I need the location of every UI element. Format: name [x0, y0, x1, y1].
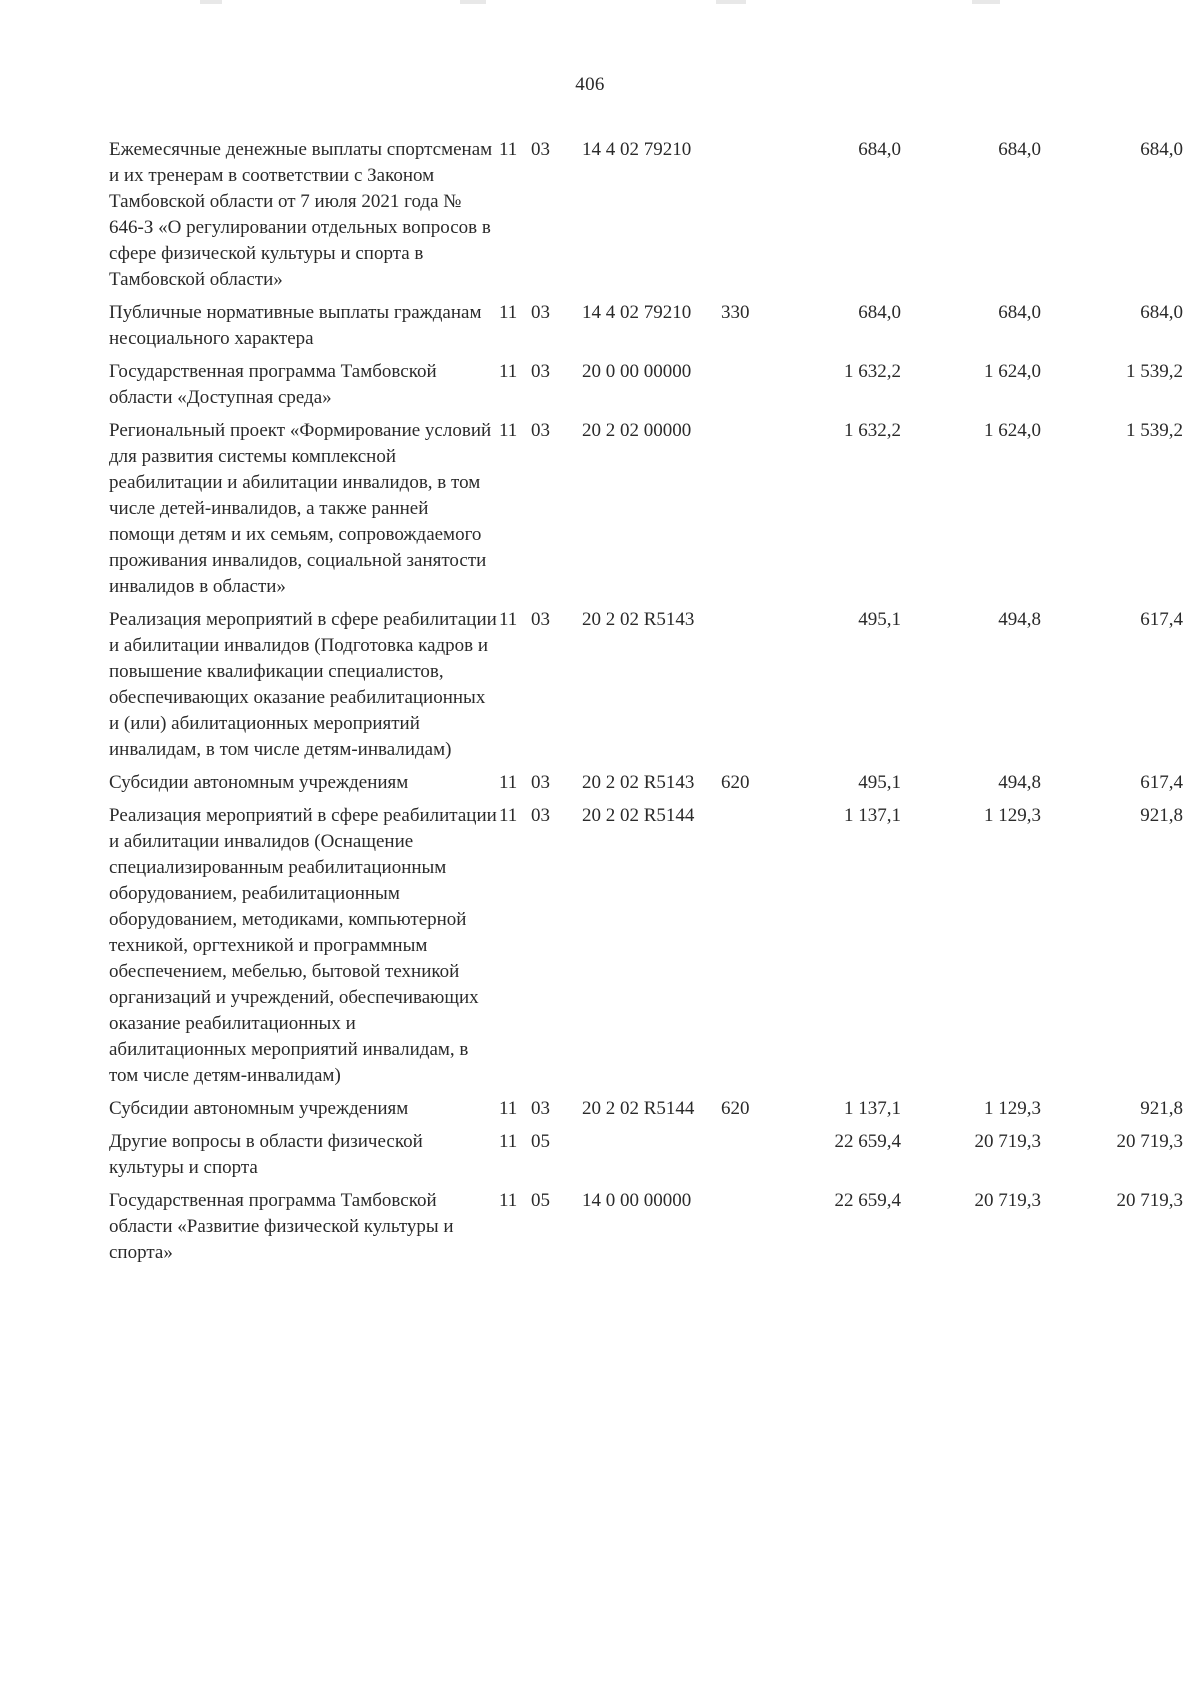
target-code: 20 2 02 R5143	[582, 772, 695, 793]
table-row	[109, 803, 1184, 1089]
row-name: Субсидии автономным учреждениям	[109, 1098, 409, 1119]
row-name: Реализация мероприятий в сфере реабилитации и абилитации инвалидов (Оснащение специализированным реабилитационным оборудованием, реабилитационным оборудованием, методиками, компьютерной техникой, оргтехникой и программным обеспечением, мебелью, бытовой техникой организаций и учреждений, обеспечивающих оказание реабилитационных и абилитационных мероприятий инвалидам, в том числе детям-инвалидам)	[109, 805, 497, 1086]
table-row	[109, 359, 1184, 411]
amount-year-2: 1 624,0	[984, 361, 1041, 382]
section-code: 11	[499, 420, 518, 441]
table-row	[109, 607, 1184, 763]
subsection-code: 03	[531, 805, 550, 826]
amount-year-3: 1 539,2	[1126, 361, 1183, 382]
scan-artifact	[460, 0, 486, 4]
amount-year-1: 1 632,2	[844, 420, 901, 441]
amount-year-1: 1 632,2	[844, 361, 901, 382]
subsection-code: 05	[531, 1190, 550, 1211]
table-row	[109, 1188, 1184, 1266]
amount-year-2: 1 129,3	[984, 805, 1041, 826]
row-name: Субсидии автономным учреждениям	[109, 772, 409, 793]
amount-year-3: 684,0	[1140, 139, 1183, 160]
row-name: Публичные нормативные выплаты гражданам несоциального характера	[109, 302, 482, 349]
amount-year-1: 684,0	[858, 302, 901, 323]
section-code: 11	[499, 805, 518, 826]
amount-year-3: 1 539,2	[1126, 420, 1183, 441]
amount-year-2: 20 719,3	[974, 1131, 1041, 1152]
row-name: Государственная программа Тамбовской области «Развитие физической культуры и спорта»	[109, 1190, 454, 1263]
target-code: 14 4 02 79210	[582, 302, 692, 323]
expense-type-code: 620	[721, 772, 750, 793]
scan-artifact	[716, 0, 746, 4]
target-code: 20 0 00 00000	[582, 361, 692, 382]
budget-table	[109, 137, 1184, 1273]
amount-year-2: 684,0	[998, 302, 1041, 323]
section-code: 11	[499, 609, 518, 630]
amount-year-2: 1 624,0	[984, 420, 1041, 441]
amount-year-3: 684,0	[1140, 302, 1183, 323]
amount-year-3: 20 719,3	[1116, 1131, 1183, 1152]
amount-year-3: 921,8	[1140, 1098, 1183, 1119]
section-code: 11	[499, 1190, 518, 1211]
target-code: 20 2 02 R5143	[582, 609, 695, 630]
page-number: 406	[575, 74, 605, 95]
table-row	[109, 1096, 1184, 1122]
table-row	[109, 300, 1184, 352]
row-name: Реализация мероприятий в сфере реабилитации и абилитации инвалидов (Подготовка кадров и повышение квалификации специалистов, обеспечивающих оказание реабилитационных и (или) абилитационных мероприятий инвалидам, в том числе детям-инвалидам)	[109, 609, 497, 760]
amount-year-1: 22 659,4	[834, 1190, 901, 1211]
table-row	[109, 418, 1184, 600]
row-name: Ежемесячные денежные выплаты спортсменам и их тренерам в соответствии с Законом Тамбовской области от 7 июля 2021 года № 646-З «О регулировании отдельных вопросов в сфере физической культуры и спорта в Тамбовской области»	[109, 139, 493, 290]
target-code: 14 0 00 00000	[582, 1190, 692, 1211]
amount-year-2: 494,8	[998, 772, 1041, 793]
section-code: 11	[499, 772, 518, 793]
subsection-code: 03	[531, 609, 550, 630]
subsection-code: 03	[531, 302, 550, 323]
table-row	[109, 1129, 1184, 1181]
table-row	[109, 770, 1184, 796]
row-name: Другие вопросы в области физической культуры и спорта	[109, 1131, 423, 1178]
subsection-code: 03	[531, 139, 550, 160]
subsection-code: 03	[531, 361, 550, 382]
section-code: 11	[499, 139, 518, 160]
expense-type-code: 330	[721, 302, 750, 323]
section-code: 11	[499, 1098, 518, 1119]
expense-type-code: 620	[721, 1098, 750, 1119]
scan-artifact	[200, 0, 222, 4]
amount-year-2: 1 129,3	[984, 1098, 1041, 1119]
amount-year-3: 921,8	[1140, 805, 1183, 826]
subsection-code: 03	[531, 1098, 550, 1119]
amount-year-2: 494,8	[998, 609, 1041, 630]
target-code: 14 4 02 79210	[582, 139, 692, 160]
section-code: 11	[499, 302, 518, 323]
amount-year-1: 22 659,4	[834, 1131, 901, 1152]
amount-year-1: 1 137,1	[844, 1098, 901, 1119]
row-name: Региональный проект «Формирование условий для развития системы комплексной реабилитации и абилитации инвалидов, в том числе детей-инвалидов, а также ранней помощи детям и их семьям, сопровождаемого проживания инвалидов, социальной занятости инвалидов в области»	[109, 420, 492, 597]
section-code: 11	[499, 361, 518, 382]
target-code: 20 2 02 00000	[582, 420, 692, 441]
table-row	[109, 137, 1184, 293]
amount-year-1: 495,1	[858, 609, 901, 630]
scan-artifact	[972, 0, 1000, 4]
subsection-code: 03	[531, 772, 550, 793]
amount-year-2: 20 719,3	[974, 1190, 1041, 1211]
amount-year-1: 1 137,1	[844, 805, 901, 826]
subsection-code: 03	[531, 420, 550, 441]
amount-year-3: 617,4	[1140, 609, 1183, 630]
row-name: Государственная программа Тамбовской области «Доступная среда»	[109, 361, 437, 408]
amount-year-2: 684,0	[998, 139, 1041, 160]
amount-year-1: 684,0	[858, 139, 901, 160]
target-code: 20 2 02 R5144	[582, 805, 695, 826]
amount-year-3: 20 719,3	[1116, 1190, 1183, 1211]
subsection-code: 05	[531, 1131, 550, 1152]
amount-year-1: 495,1	[858, 772, 901, 793]
amount-year-3: 617,4	[1140, 772, 1183, 793]
target-code: 20 2 02 R5144	[582, 1098, 695, 1119]
section-code: 11	[499, 1131, 518, 1152]
